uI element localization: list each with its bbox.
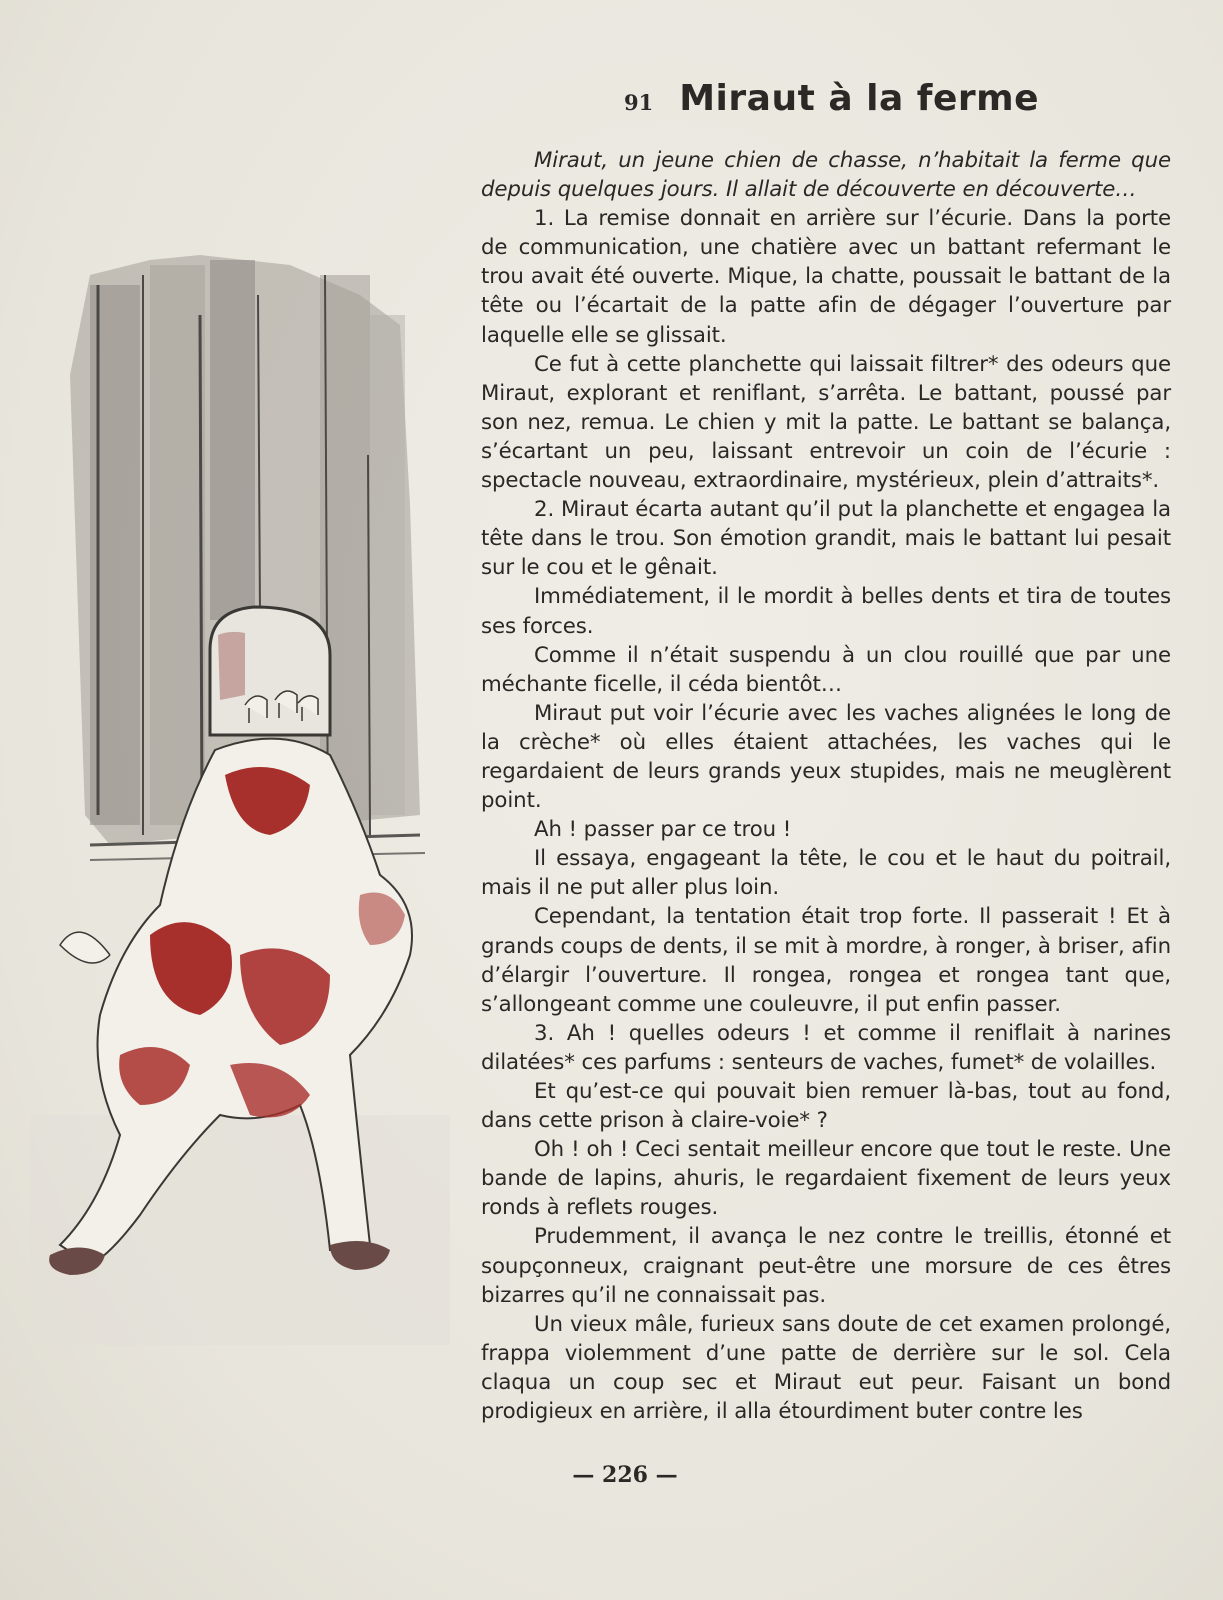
paragraph: Immédiatement, il le mordit à belles dents et tira de toutes ses forces. bbox=[481, 584, 1171, 639]
intro-paragraph: Miraut, un jeune chien de chasse, n’habitait la ferme que depuis quelques jours. Il allait de découverte en découverte… bbox=[481, 148, 1171, 203]
lesson-number: 91 bbox=[624, 90, 654, 115]
paragraph: Oh ! oh ! Ceci sentait meilleur encore que tout le reste. Une bande de lapins, ahuris, le regardaient fixement de leurs yeux ronds à reflets rouges. bbox=[481, 1137, 1171, 1221]
paragraph: Comme il n’était suspendu à un clou rouillé que par une méchante ficelle, il céda bientôt… bbox=[481, 642, 1171, 697]
lesson-title: Miraut à la ferme bbox=[679, 78, 1040, 119]
paragraph: 3. Ah ! quelles odeurs ! et comme il reniflait à narines dilatées* ces parfums : senteurs de vaches, fumet* de volailles. bbox=[481, 1020, 1171, 1075]
paragraph: Il essaya, engageant la tête, le cou et le haut du poitrail, mais il ne put aller plus loin. bbox=[481, 846, 1171, 901]
paragraph: Ce fut à cette planchette qui laissait filtrer* des odeurs que Miraut, explorant et reniflant, s’arrêta. Le battant, poussé par son nez, remua. Le chien y mit la patte. Le battant se balança, s’écartant un peu, laissant entrevoir un coin de l’écurie : spectacle nouveau, extraordinaire, mystérieux, plein d’attraits*. bbox=[481, 351, 1171, 494]
lesson-header bbox=[624, 78, 1124, 128]
paragraph: Prudemment, il avança le nez contre le treillis, étonné et soupçonneux, craignant peut-être une morsure de ces êtres bizarres qu’il ne connaissait pas. bbox=[481, 1224, 1171, 1308]
paragraph: Un vieux mâle, furieux sans doute de cet examen prolongé, frappa violemment d’une patte de derrière sur le sol. Cela claqua un coup sec et Miraut eut peur. Faisant un bond prodigieux en arrière, il alla étourdiment buter contre les bbox=[481, 1311, 1171, 1425]
dog-at-cat-flap-illustration bbox=[30, 255, 450, 1345]
story-text bbox=[481, 146, 1171, 1426]
paragraph: Ah ! passer par ce trou ! bbox=[534, 817, 792, 843]
paragraph: 2. Miraut écarta autant qu’il put la planchette et engagea la tête dans le trou. Son émotion grandit, mais le battant lui pesait sur le cou et le gênait. bbox=[481, 497, 1171, 581]
page-number: — 226 — bbox=[572, 1462, 678, 1488]
paragraph: Et qu’est-ce qui pouvait bien remuer là-bas, tout au fond, dans cette prison à claire-voie* ? bbox=[481, 1079, 1171, 1134]
paragraph: Miraut put voir l’écurie avec les vaches alignées le long de la crèche* où elles étaient attachées, les vaches qui le regardaient de leurs grands yeux stupides, mais ne meuglèrent point. bbox=[481, 700, 1171, 814]
paragraph: 1. La remise donnait en arrière sur l’écurie. Dans la porte de communication, une chatière avec un battant refermant le trou avait été ouverte. Mique, la chatte, poussait le battant de la tête ou l’écartait de la patte afin de dégager l’ouverture par laquelle elle se glissait. bbox=[481, 206, 1171, 348]
paragraph: Cependant, la tentation était trop forte. Il passerait ! Et à grands coups de dents, il se mit à mordre, à ronger, à briser, afin d’élargir l’ouverture. Il rongea, rongea et rongea tant que, s’allongeant comme une couleuvre, il put enfin passer. bbox=[481, 904, 1171, 1017]
